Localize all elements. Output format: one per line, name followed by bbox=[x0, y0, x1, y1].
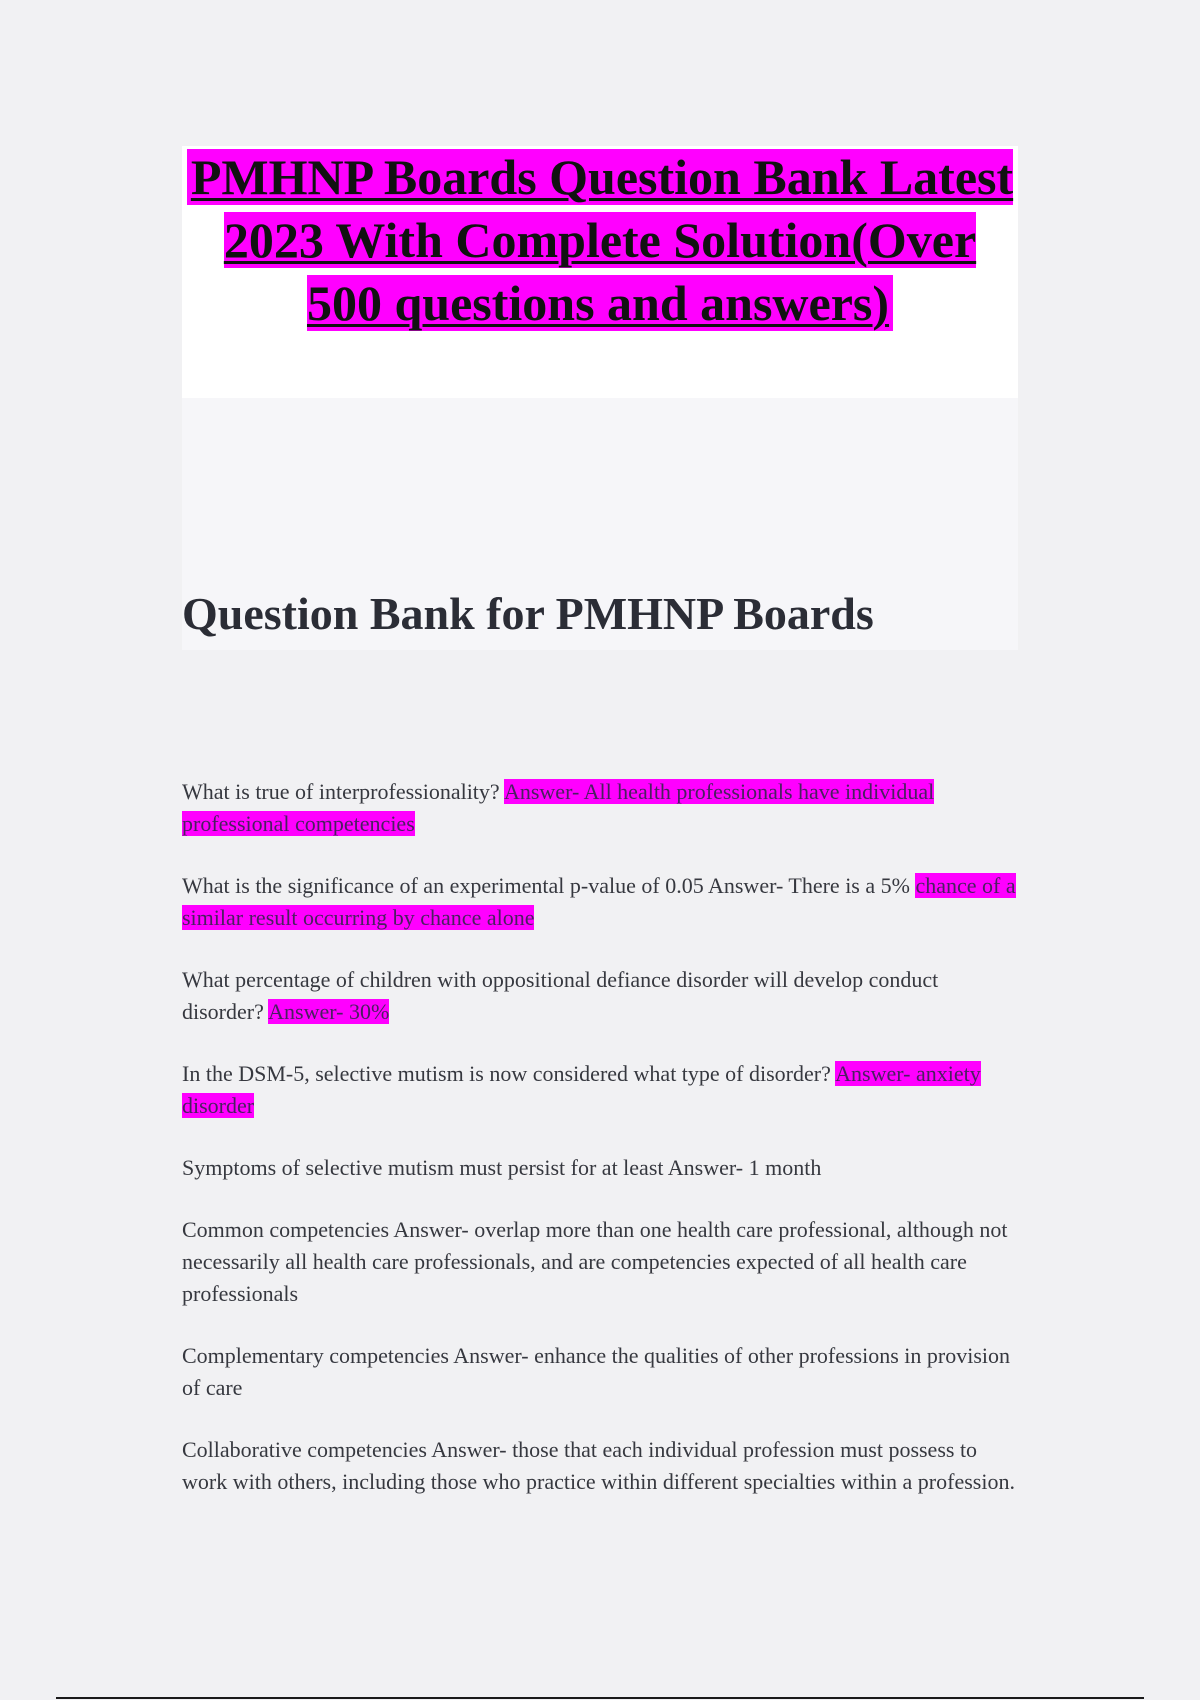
question-text: Collaborative competencies Answer- those that each individual profession must possess to work with others, including those who practice within different specialties within a profession. bbox=[182, 1437, 1015, 1494]
highlighted-answer: Answer- anxiety disorder bbox=[182, 1061, 981, 1118]
question-text: Common competencies Answer- overlap more than one health care professional, although not necessarily all health care professionals, and are competencies expected of all health care professionals bbox=[182, 1217, 1008, 1306]
question-text: In the DSM-5, selective mutism is now considered what type of disorder? bbox=[182, 1061, 836, 1086]
qa-list bbox=[182, 776, 1022, 1528]
qa-item-7 bbox=[182, 1340, 1022, 1404]
document-title bbox=[182, 146, 1018, 335]
qa-item-8 bbox=[182, 1434, 1022, 1498]
page-bottom-rule bbox=[56, 1697, 1144, 1699]
highlighted-answer: Answer- All health professionals have individual professional competencies bbox=[182, 779, 935, 836]
question-text: What percentage of children with oppositional defiance disorder will develop conduct disorder? bbox=[182, 967, 939, 1024]
document-title-text: PMHNP Boards Question Bank Latest 2023 With Complete Solution(Over 500 questions and answers) bbox=[187, 149, 1013, 331]
qa-item-1 bbox=[182, 776, 1022, 840]
question-text: What is true of interprofessionality? bbox=[182, 779, 504, 804]
qa-item-5 bbox=[182, 1152, 1022, 1184]
question-text: Complementary competencies Answer- enhance the qualities of other professions in provision of care bbox=[182, 1343, 1011, 1400]
question-text: What is the significance of an experimental p-value of 0.05 Answer- There is a 5% bbox=[182, 873, 916, 898]
qa-item-4 bbox=[182, 1058, 1022, 1122]
qa-item-6 bbox=[182, 1214, 1022, 1310]
question-text: Symptoms of selective mutism must persist for at least Answer- 1 month bbox=[182, 1155, 822, 1180]
highlighted-answer: Answer- 30% bbox=[268, 999, 390, 1024]
title-block bbox=[182, 146, 1018, 398]
qa-item-3 bbox=[182, 964, 1022, 1028]
highlighted-answer: chance of a similar result occurring by chance alone bbox=[182, 873, 1016, 930]
section-heading: Question Bank for PMHNP Boards bbox=[182, 588, 874, 639]
qa-item-2 bbox=[182, 870, 1022, 934]
heading-block bbox=[182, 398, 1018, 650]
